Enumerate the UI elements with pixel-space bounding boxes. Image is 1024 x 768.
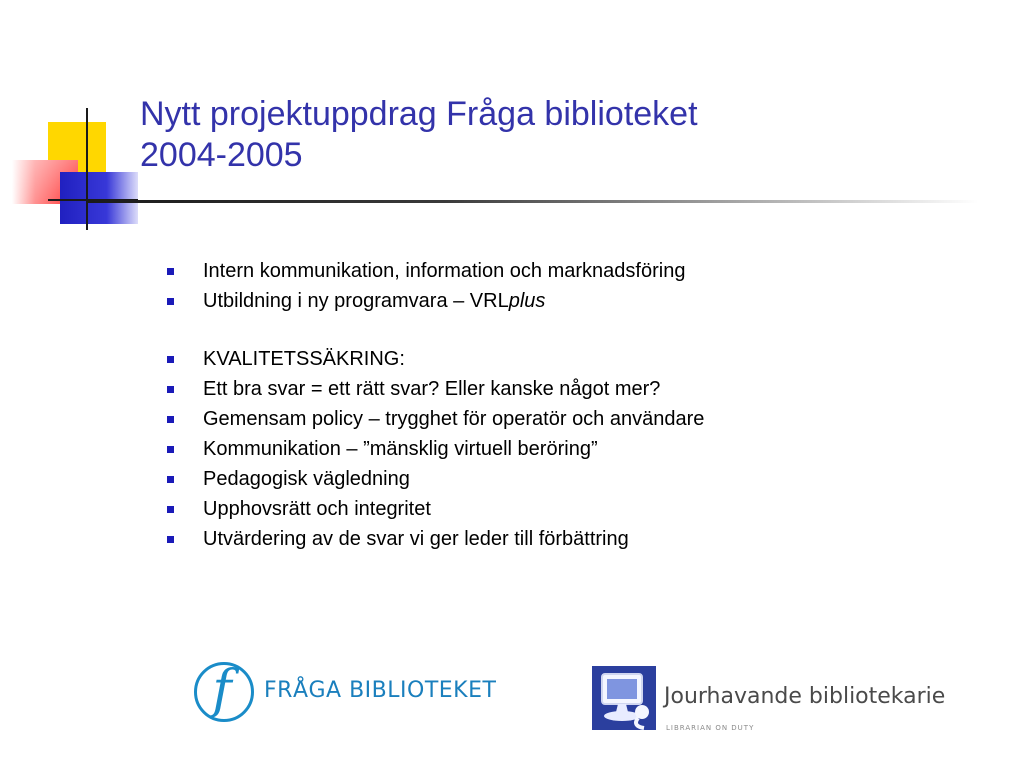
jourhavande-tagline: LIBRARIAN ON DUTY [666, 724, 755, 732]
bullet-square-icon [167, 506, 174, 513]
list-item-text: Pedagogisk vägledning [203, 468, 410, 490]
list-item [165, 404, 945, 434]
list-item [165, 344, 945, 374]
bullet-list [165, 256, 945, 554]
list-item-text: Intern kommunikation, information och marknadsföring [203, 260, 686, 282]
bullet-square-icon [167, 268, 174, 275]
list-item-text: Utbildning i ny programvara – VRL [203, 290, 509, 312]
jourhavande-bibliotekarie-logo [592, 666, 946, 732]
list-item [165, 464, 945, 494]
title-line-1: Nytt projektuppdrag Fråga biblioteket [140, 95, 698, 133]
jourhavande-logo-text: Jourhavande bibliotekarie [664, 684, 946, 709]
list-item [165, 494, 945, 524]
list-item [165, 286, 945, 316]
list-item-italic: plus [508, 290, 546, 312]
bullet-square-icon [167, 446, 174, 453]
bullet-square-icon [167, 476, 174, 483]
bullet-square-icon [167, 298, 174, 305]
title-line-2: 2004-2005 [140, 136, 303, 174]
fraga-biblioteket-logo [190, 658, 500, 728]
list-item [165, 434, 945, 464]
bullet-square-icon [167, 386, 174, 393]
list-item-text: Utvärdering av de svar vi ger leder till förbättring [203, 528, 629, 550]
slide-title [140, 94, 900, 176]
list-item [165, 374, 945, 404]
list-item-text: Ett bra svar = ett rätt svar? Eller kanske något mer? [203, 378, 661, 400]
list-item-text: Gemensam policy – trygghet för operatör och användare [203, 408, 705, 430]
fraga-f-mark: f [212, 660, 232, 720]
computer-icon [592, 666, 656, 730]
bullet-square-icon [167, 536, 174, 543]
fraga-logo-text: FRÅGA BIBLIOTEKET [264, 678, 497, 703]
list-item [165, 524, 945, 554]
list-item [165, 256, 945, 286]
bullet-square-icon [167, 416, 174, 423]
vertical-line [86, 108, 88, 230]
list-item-text: KVALITETSSÄKRING: [203, 348, 405, 370]
list-item-text: Upphovsrätt och integritet [203, 498, 431, 520]
bullet-square-icon [167, 356, 174, 363]
title-rule [88, 200, 978, 203]
list-item-text: Kommunikation – ”mänsklig virtuell beröring” [203, 438, 598, 460]
blue-square [60, 172, 138, 224]
